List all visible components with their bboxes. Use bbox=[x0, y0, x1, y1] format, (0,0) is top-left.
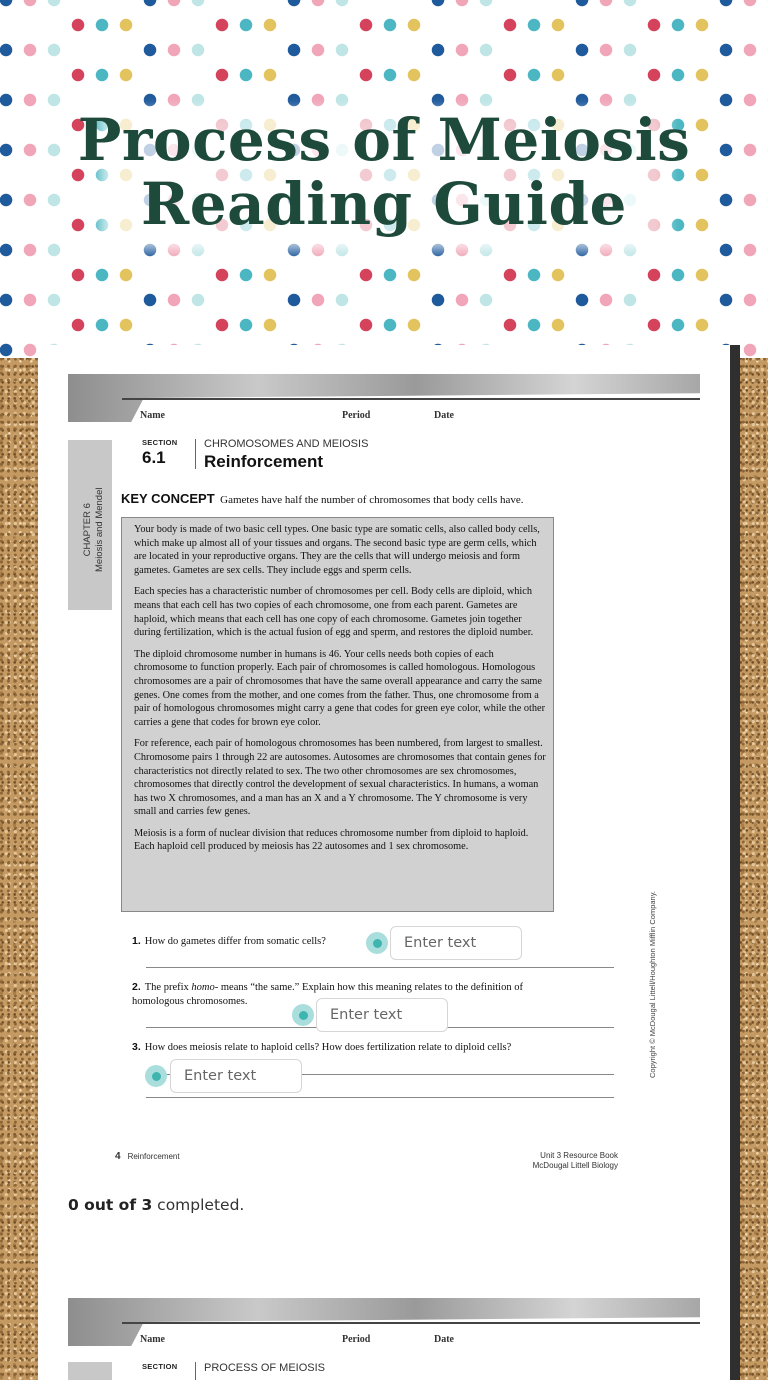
copyright-notice: Copyright © McDougal Littell/Houghton Mifflin Company. bbox=[648, 890, 657, 1078]
section-label: SECTION bbox=[142, 438, 178, 447]
name-label-2: Name bbox=[140, 1334, 165, 1345]
page-title-line2: Reading Guide bbox=[141, 170, 627, 238]
question-2-text-italic: homo- bbox=[191, 982, 219, 993]
footer-publisher: McDougal Littell Biology bbox=[532, 1160, 618, 1170]
question-2-text-post: means “the same.” Explain how this meaning relates to the definition of homologous chromosomes. bbox=[132, 982, 523, 1007]
worksheet-footer-left bbox=[115, 1151, 180, 1162]
page-title bbox=[0, 108, 768, 236]
reading-paragraph: Each species has a characteristic number of chromosomes per cell. Body cells are diploid, which means that each cell has two copies of each chromosome, one from each parent. Gametes are haploid, which means that each cell has one copy of each chromosome. Gametes join together during fertilization, which is the actual fusion of egg and sperm, and restores the diploid number. bbox=[134, 586, 534, 639]
panel-edge bbox=[730, 345, 740, 1380]
worksheet-footer-right bbox=[480, 1151, 618, 1170]
period-label-2: Period bbox=[342, 1334, 371, 1345]
question-3-text: How does meiosis relate to haploid cells? How does fertilization relate to diploid cells? bbox=[144, 1042, 512, 1053]
completion-count: 0 out of 3 bbox=[68, 1196, 153, 1214]
input-pin-icon bbox=[366, 932, 388, 954]
completion-suffix: completed. bbox=[152, 1196, 245, 1214]
banner-divider bbox=[122, 398, 700, 400]
section-topic: CHROMOSOMES AND MEIOSIS bbox=[204, 438, 369, 450]
question-1 bbox=[132, 934, 372, 949]
banner-2-divider bbox=[122, 1322, 700, 1324]
question-3-number: 3. bbox=[132, 1041, 141, 1053]
name-label: Name bbox=[140, 410, 165, 421]
footer-page-number: 4 bbox=[115, 1151, 121, 1162]
key-concept bbox=[121, 491, 524, 506]
date-label: Date bbox=[434, 410, 454, 421]
date-label-2: Date bbox=[434, 1334, 454, 1345]
chapter-side-tab-2 bbox=[68, 1362, 112, 1380]
section-number: 6.1 bbox=[142, 448, 166, 467]
input-pin-icon bbox=[292, 1004, 314, 1026]
section-title: Reinforcement bbox=[204, 452, 324, 471]
key-concept-label: KEY CONCEPT bbox=[121, 491, 215, 506]
key-concept-text: Gametes have half the number of chromosomes that body cells have. bbox=[220, 494, 524, 506]
page-title-line1: Process of Meiosis bbox=[77, 106, 691, 174]
period-label: Period bbox=[342, 410, 371, 421]
question-3 bbox=[132, 1040, 572, 1055]
answer-input-1[interactable] bbox=[390, 926, 522, 960]
answer-line-3b bbox=[146, 1097, 614, 1098]
answer-input-2[interactable] bbox=[316, 998, 448, 1032]
reading-paragraph: For reference, each pair of homologous chromosomes has been numbered, from largest to smallest. Chromosome pairs 1 through 22 are autosomes. Autosomes are chromosomes that contain genes for characteristics not directly related to sex. The two other chromosomes are sex chromosomes, chromosomes that directly control the development of sexual characteristics. In humans, a woman has two X chromosomes, and a man has an X and a Y chromosome. The Y chromosome is very small and carries few genes. bbox=[134, 738, 546, 818]
section-topic-2: PROCESS OF MEIOSIS bbox=[204, 1362, 326, 1374]
section-label-2: SECTION bbox=[142, 1362, 178, 1371]
chapter-side-tab-text bbox=[82, 488, 106, 573]
chapter-label: CHAPTER 6 bbox=[82, 503, 93, 557]
section-divider bbox=[195, 439, 196, 469]
footer-label: Reinforcement bbox=[127, 1152, 180, 1161]
answer-line-1 bbox=[146, 967, 614, 968]
reading-paragraph: Meiosis is a form of nuclear division that reduces chromosome number from diploid to haploid. Each haploid cell produced by meiosis has 22 autosomes and 1 sex chromosome. bbox=[134, 827, 529, 853]
input-pin-icon bbox=[145, 1065, 167, 1087]
reading-paragraph: Your body is made of two basic cell types. One basic type are somatic cells, also called body cells, which make up almost all of your tissues and organs. The second basic type are germ cells, which are located in your reproductive organs. They are the cells that will undergo meiosis and form gametes. Gametes are sex cells. They include eggs and sperm cells. bbox=[134, 524, 540, 576]
chapter-title: Meiosis and Mendel bbox=[94, 487, 105, 572]
question-1-text: How do gametes differ from somatic cells? bbox=[144, 936, 326, 947]
answer-input-3[interactable] bbox=[170, 1059, 302, 1093]
reading-paragraph: The diploid chromosome number in humans is 46. Your cells needs both copies of each chromosome to function properly. Each pair of chromosomes is called homologous. Homologous chromosomes are a pair of chromosomes that have the same overall appearance and carry the same genes. One comes from the mother, and one comes from the father. Thus, one chromosome from a pair of homologous chromosomes might carry a gene that codes for green eye color, while the other carries a gene that codes for brown eye color. bbox=[134, 648, 546, 728]
section-divider-2 bbox=[195, 1362, 196, 1380]
question-2-text-pre: The prefix bbox=[144, 982, 192, 993]
footer-book: Unit 3 Resource Book bbox=[540, 1151, 618, 1160]
question-1-number: 1. bbox=[132, 935, 141, 947]
completion-status bbox=[68, 1196, 244, 1214]
question-2-number: 2. bbox=[132, 981, 141, 993]
reading-passage bbox=[121, 517, 554, 912]
